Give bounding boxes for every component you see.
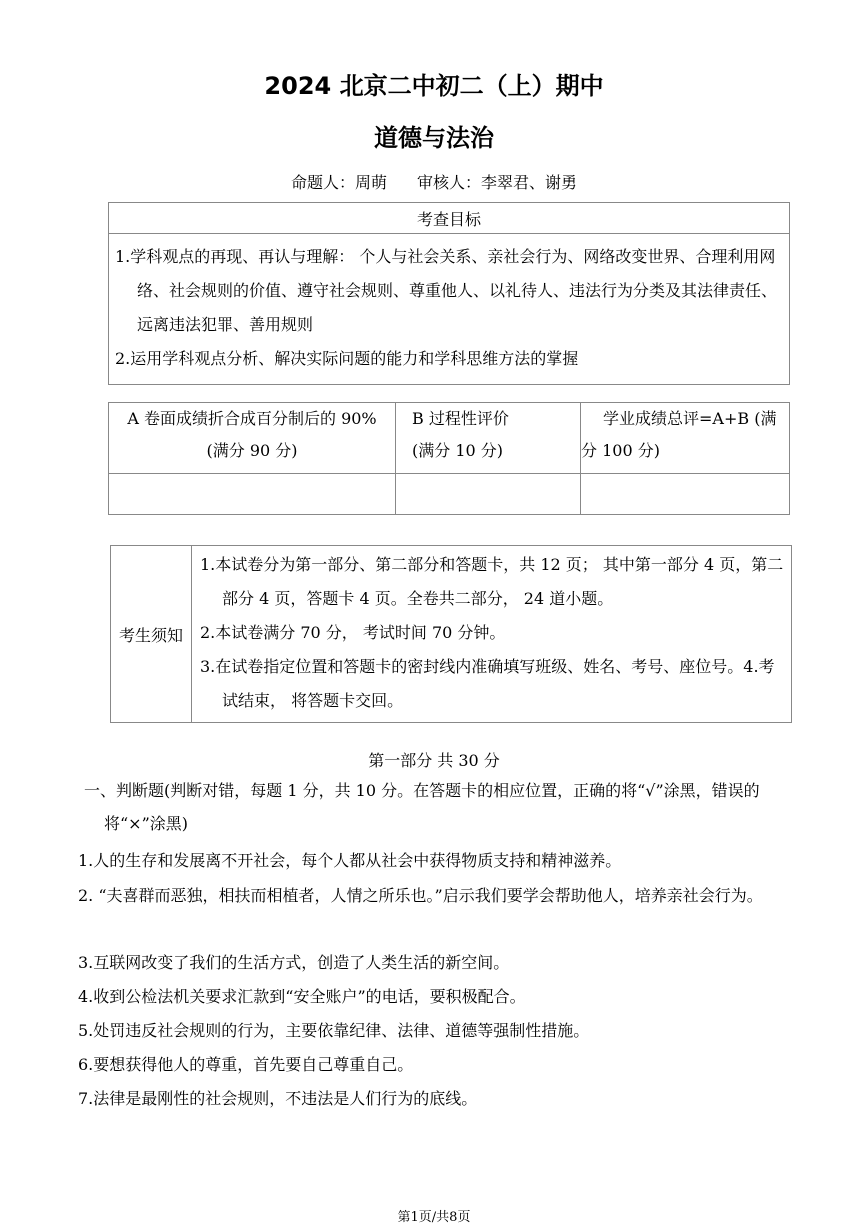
score-b-label: B 过程性评价	[412, 409, 509, 428]
composer: 命题人：周萌	[290, 173, 387, 192]
notice-item: 3.在试卷指定位置和答题卡的密封线内准确填写班级、姓名、考号、座位号。4.考试结束， 将答题卡交回。	[200, 657, 775, 710]
question-7: 7.法律是最刚性的社会规则，不违法是人们行为的底线。	[78, 1089, 478, 1108]
score-a-max: (满分 90 分)	[206, 441, 298, 460]
question-2: 2. “夫喜群而恶独，相扶而相植者，人情之所乐也。”启示我们要学会帮助他人，培养亲社会行为。	[78, 886, 763, 905]
score-table	[108, 402, 790, 515]
question-1: 1.人的生存和发展离不开社会，每个人都从社会中获得物质支持和精神滋养。	[78, 851, 622, 870]
question-4: 4.收到公检法机关要求汇款到“安全账户”的电话，要积极配合。	[78, 987, 526, 1006]
score-col-a	[109, 403, 396, 474]
page-footer: 第1页/共8页	[397, 1210, 471, 1225]
goal-item: 1.学科观点的再现、再认与理解： 个人与社会关系、亲社会行为、网络改变世界、合理利用网络、社会规则的价值、遵守社会规则、尊重他人、以礼待人、违法行为分类及其法律责任、远离违法犯罪、善用规则	[115, 247, 778, 334]
notice-item: 1.本试卷分为第一部分、第二部分和答题卡，共 12 页； 其中第一部分 4 页，第二部分 4 页，答题卡 4 页。全卷共二部分， 24 道小题。	[200, 555, 784, 608]
goals-table	[108, 202, 790, 385]
score-cell-b	[396, 474, 581, 515]
goal-item: 2.运用学科观点分析、解决实际问题的能力和学科思维方法的掌握	[115, 349, 579, 368]
question-3: 3.互联网改变了我们的生活方式，创造了人类生活的新空间。	[78, 953, 510, 972]
score-a-label: A 卷面成绩折合成百分制后的 90%	[127, 409, 377, 428]
exam-title: 2024 北京二中初二（上）期中	[264, 72, 604, 100]
authors-line	[0, 170, 868, 193]
goals-body	[109, 234, 790, 385]
score-b-max: (满分 10 分)	[412, 441, 504, 460]
reviewer: 审核人：李翠君、谢勇	[417, 173, 578, 192]
section-instructions: 一、判断题(判断对错，每题 1 分，共 10 分。在答题卡的相应位置，正确的将“√”涂黑，错误的将“×”涂黑)	[84, 781, 760, 833]
score-col-c: 学业成绩总评=A+B (满分 100 分)	[581, 403, 790, 474]
goals-header: 考查目标	[109, 203, 790, 234]
subject-title: 道德与法治	[374, 124, 494, 152]
section-title: 第一部分 共 30 分	[368, 751, 500, 770]
score-col-b	[396, 403, 581, 474]
question-5: 5.处罚违反社会规则的行为，主要依靠纪律、法律、道德等强制性措施。	[78, 1021, 590, 1040]
score-cell-c	[581, 474, 790, 515]
score-cell-a	[109, 474, 396, 515]
notice-table	[110, 545, 792, 723]
notice-body	[192, 546, 792, 723]
notice-item: 2.本试卷满分 70 分， 考试时间 70 分钟。	[200, 623, 506, 642]
question-6: 6.要想获得他人的尊重，首先要自己尊重自己。	[78, 1055, 414, 1074]
notice-label: 考生须知	[111, 546, 192, 723]
